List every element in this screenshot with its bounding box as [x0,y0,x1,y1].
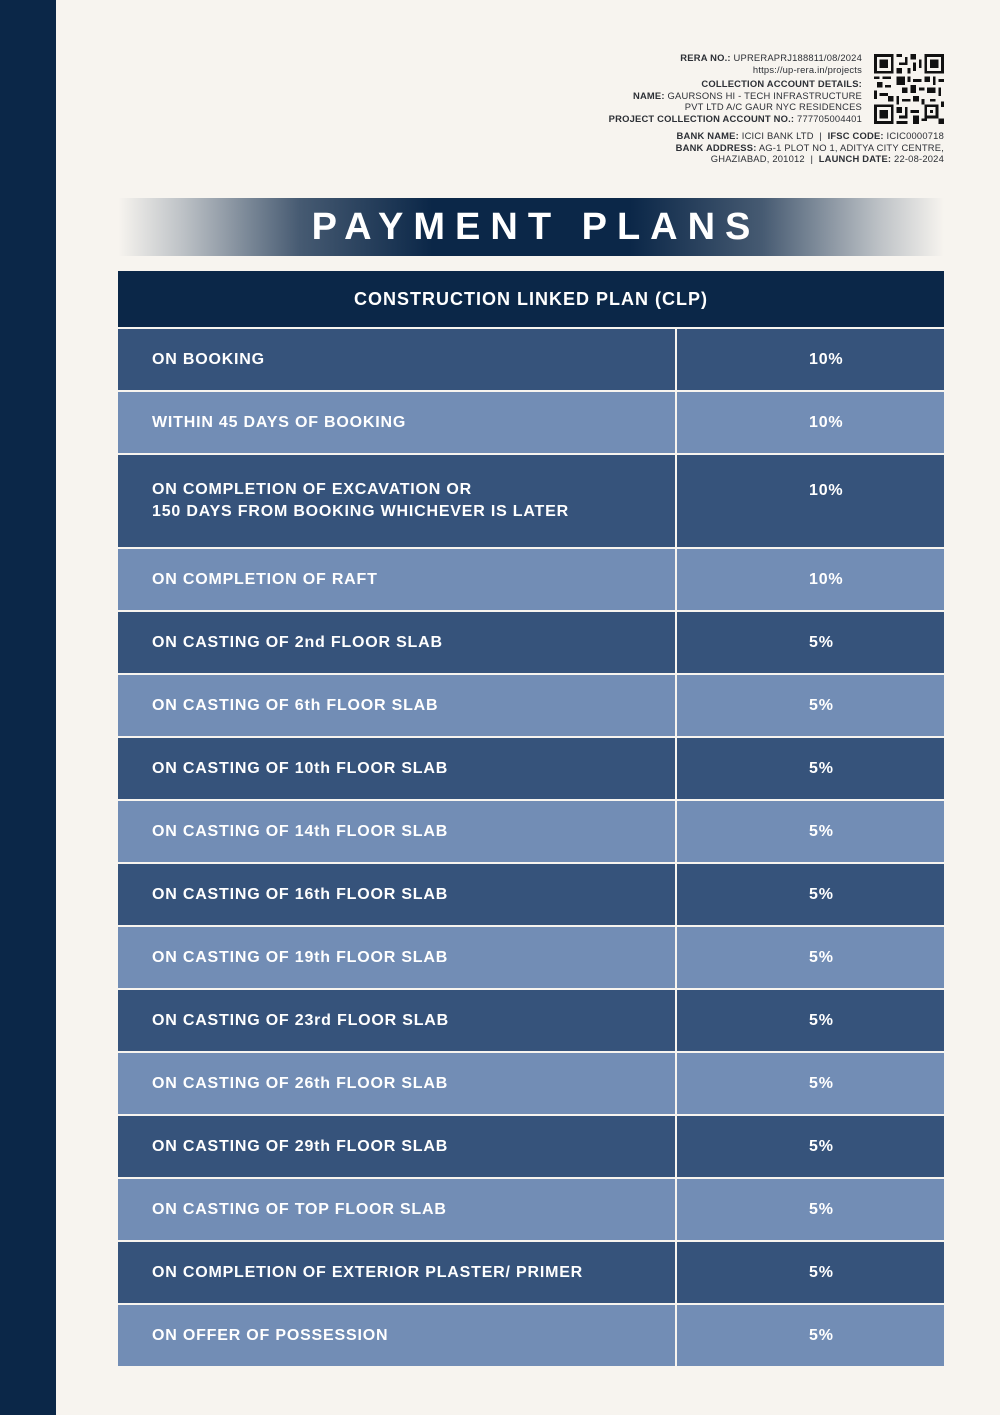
stage-label: ON OFFER OF POSSESSION [152,1326,389,1344]
stage-label-line2: 150 DAYS FROM BOOKING WHICHEVER IS LATER [152,503,569,520]
stage-cell [118,454,676,548]
separator: | [819,130,822,141]
table-row [118,454,944,548]
percent-cell: 10% [676,454,944,548]
percent-cell: 5% [676,737,944,800]
rera-number-line [442,52,862,64]
table-row [118,391,944,454]
percent-cell: 5% [676,1052,944,1115]
table-row [118,800,944,863]
stage-cell [118,989,676,1052]
percent-cell: 5% [676,863,944,926]
percent-cell: 5% [676,1304,944,1367]
launch-date: 22-08-2024 [894,153,944,165]
percent-cell: 5% [676,989,944,1052]
percent-cell: 5% [676,926,944,989]
ifsc-label: IFSC CODE: [827,130,884,141]
stage-label: ON CASTING OF 14th FLOOR SLAB [152,822,449,840]
bank-address-line [524,142,944,154]
percent-cell: 10% [676,391,944,454]
stage-cell [118,737,676,800]
table-row [118,737,944,800]
table-row [118,1304,944,1367]
account-name-line [442,90,862,102]
percent-cell: 10% [676,548,944,611]
table-row [118,328,944,391]
stage-label: ON CASTING OF 23rd FLOOR SLAB [152,1011,449,1029]
account-no-label: PROJECT COLLECTION ACCOUNT NO.: [608,112,795,124]
stage-cell [118,863,676,926]
table-row [118,548,944,611]
stage-cell [118,328,676,391]
rera-url: https://up-rera.in/projects [752,63,862,75]
account-number-line [442,113,862,125]
stage-cell [118,1178,676,1241]
title-band [118,198,944,256]
bank-address-line1: AG-1 PLOT NO 1, ADITYA CITY CENTRE, [758,141,944,153]
table-row [118,926,944,989]
stage-cell [118,1115,676,1178]
stage-label: WITHIN 45 DAYS OF BOOKING [152,413,407,431]
stage-label: ON BOOKING [152,350,265,368]
stage-label: ON COMPLETION OF EXCAVATION OR [152,481,472,498]
launch-date-label: LAUNCH DATE: [818,153,892,165]
table-row [118,1241,944,1304]
table-row [118,674,944,737]
stage-cell [118,391,676,454]
account-no: 777705004401 [797,112,862,124]
stage-label: ON CASTING OF TOP FLOOR SLAB [152,1200,447,1218]
stage-label: ON CASTING OF 26th FLOOR SLAB [152,1074,449,1092]
stage-label: ON CASTING OF 10th FLOOR SLAB [152,759,449,777]
percent-cell: 5% [676,800,944,863]
percent-cell: 5% [676,674,944,737]
stage-cell [118,1052,676,1115]
table-header: CONSTRUCTION LINKED PLAN (CLP) [118,271,944,328]
table-row [118,989,944,1052]
stage-cell [118,611,676,674]
bank-name-label: BANK NAME: [676,130,739,141]
table-body [118,328,944,1367]
ifsc-code: ICIC0000718 [886,130,944,141]
rera-details [442,52,862,125]
bank-address-label: BANK ADDRESS: [675,141,757,153]
bank-name-line [524,130,944,142]
stage-cell [118,1241,676,1304]
table-row [118,611,944,674]
stage-cell [118,926,676,989]
page-title: PAYMENT PLANS [311,205,761,248]
stage-label: ON CASTING OF 2nd FLOOR SLAB [152,633,443,651]
qr-code-icon [874,54,944,124]
table-row [118,1052,944,1115]
bank-name: ICICI BANK LTD [741,130,814,141]
stage-label: ON CASTING OF 6th FLOOR SLAB [152,696,439,714]
bank-address-line2: GHAZIABAD, 201012 [710,153,805,165]
payment-plan-table [118,271,944,1368]
stage-cell [118,674,676,737]
stage-label: ON COMPLETION OF RAFT [152,570,378,588]
bank-details [524,130,944,165]
side-accent-bar [0,0,56,1415]
table-row [118,1115,944,1178]
rera-no-label: RERA NO.: [680,52,731,63]
percent-cell: 10% [676,328,944,391]
percent-cell: 5% [676,1115,944,1178]
stage-label: ON CASTING OF 29th FLOOR SLAB [152,1137,449,1155]
bank-address-line-2 [524,153,944,165]
stage-cell [118,800,676,863]
stage-cell [118,548,676,611]
account-name-line2: PVT LTD A/C GAUR NYC RESIDENCES [684,101,862,113]
stage-label: ON CASTING OF 16th FLOOR SLAB [152,885,449,903]
account-name-label: NAME: [632,89,665,101]
percent-cell: 5% [676,611,944,674]
table-row [118,1178,944,1241]
rera-no: UPRERAPRJ188811/08/2024 [733,52,862,63]
account-name-line1: GAURSONS HI - TECH INFRASTRUCTURE [667,89,862,101]
percent-cell: 5% [676,1178,944,1241]
separator: | [810,153,814,165]
stage-label: ON COMPLETION OF EXTERIOR PLASTER/ PRIMER [152,1263,584,1281]
collection-heading: COLLECTION ACCOUNT DETAILS: [701,78,862,90]
stage-cell [118,1304,676,1367]
percent-cell: 5% [676,1241,944,1304]
table-row [118,863,944,926]
stage-label: ON CASTING OF 19th FLOOR SLAB [152,948,449,966]
